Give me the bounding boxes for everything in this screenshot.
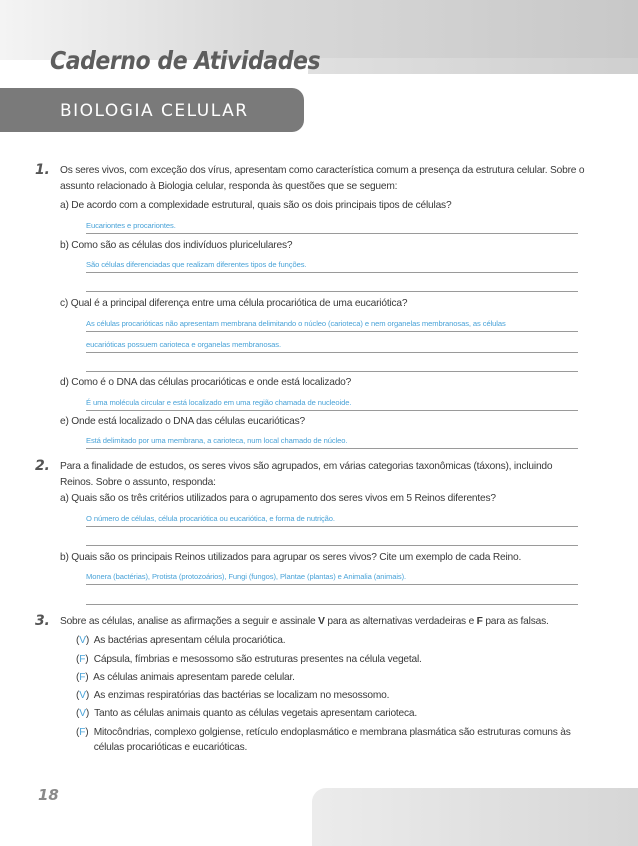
tf-mark: F [79, 654, 86, 665]
tf-mark: F [79, 672, 86, 683]
question-text: Os seres vivos, com exceção dos vírus, apresentam como característica comum a presença da estrutura celular. Sobre o assunto relacionado à Biologia celular, responda às questões que se seguem: [60, 165, 585, 192]
q1-b-question: b) Como são as células dos indivíduos pluricelulares? [60, 240, 293, 251]
tf-mark: V [79, 690, 86, 701]
tf-mark: V [79, 635, 86, 646]
question-text: Para a finalidade de estudos, os seres vivos são agrupados, em várias categorias taxonômicas (táxons), incluindo Reinos. Sobre o assunto, responda: [60, 461, 553, 488]
q1-b-answer: São células diferenciadas que realizam diferentes tipos de funções. [86, 258, 578, 273]
tf-item: (V) As enzimas respiratórias das bactérias se localizam no mesossomo. [76, 690, 390, 701]
question-number: 1. [35, 162, 50, 178]
answer-line [86, 370, 578, 372]
tf-item: (V) Tanto as células animais quanto as células vegetais apresentam carioteca. [76, 708, 418, 719]
q1-d-answer: É uma molécula circular e está localizado em uma região chamada de nucleoide. [86, 396, 578, 411]
q1-e-question: e) Onde está localizado o DNA das células eucarióticas? [60, 416, 305, 427]
q2-b-answer: Monera (bactérias), Protista (protozoários), Fungi (fungos), Plantae (plantas) e Animalia (animais). [86, 570, 578, 585]
brand-title: Caderno de Atividades [50, 46, 321, 75]
tf-mark: F [79, 727, 86, 738]
question-3 [35, 613, 588, 630]
q1-e-answer: Está delimitado por uma membrana, a carioteca, num local chamado de núcleo. [86, 434, 578, 449]
answer-line [86, 603, 578, 605]
tf-item: (F) Mitocôndrias, complexo golgiense, retículo endoplasmático e membrana plasmática são estruturas comuns às células procarióticas e eucarióticas. [76, 727, 571, 753]
tf-mark: V [79, 708, 86, 719]
q2-b-question: b) Quais são os principais Reinos utilizados para agrupar os seres vivos? Cite um exemplo de cada Reino. [60, 552, 522, 563]
q1-c-question: c) Qual é a principal diferença entre uma célula procariótica de uma eucariótica? [60, 298, 408, 309]
section-title: BIOLOGIA CELULAR [60, 101, 249, 121]
q1-a-answer: Eucariontes e procariontes. [86, 219, 578, 234]
footer-tab-decoration [312, 788, 638, 846]
tf-item: (F) As células animais apresentam parede celular. [76, 672, 295, 683]
question-1 [35, 162, 588, 195]
q2-a-question: a) Quais são os três critérios utilizados para o agrupamento dos seres vivos em 5 Reinos diferentes? [60, 493, 496, 504]
header-tab-decoration [308, 58, 638, 74]
question-number: 2. [35, 458, 50, 474]
answer-line [86, 544, 578, 546]
q1-d-question: d) Como é o DNA das células procarióticas e onde está localizado? [60, 377, 352, 388]
q1-a-question: a) De acordo com a complexidade estrutural, quais são os dois principais tipos de células? [60, 200, 452, 211]
page-number: 18 [38, 786, 59, 804]
question-text: Sobre as células, analise as afirmações a seguir e assinale V para as alternativas verdadeiras e F para as falsas. [60, 616, 549, 627]
question-number: 3. [35, 613, 50, 629]
q1-c-answer-line-1: As células procarióticas não apresentam membrana delimitando o núcleo (carioteca) e nem organelas membranosas, as células [86, 317, 578, 332]
tf-item: (V) As bactérias apresentam célula procariótica. [76, 635, 286, 646]
question-2 [35, 458, 588, 491]
q1-c-answer-line-2: eucarióticas possuem carioteca e organelas membranosas. [86, 338, 578, 353]
answer-line [86, 290, 578, 292]
tf-item: (F) Cápsula, fímbrias e mesossomo são estruturas presentes na célula vegetal. [76, 654, 422, 665]
q2-a-answer: O número de células, célula procariótica ou eucariótica, e forma de nutrição. [86, 512, 578, 527]
